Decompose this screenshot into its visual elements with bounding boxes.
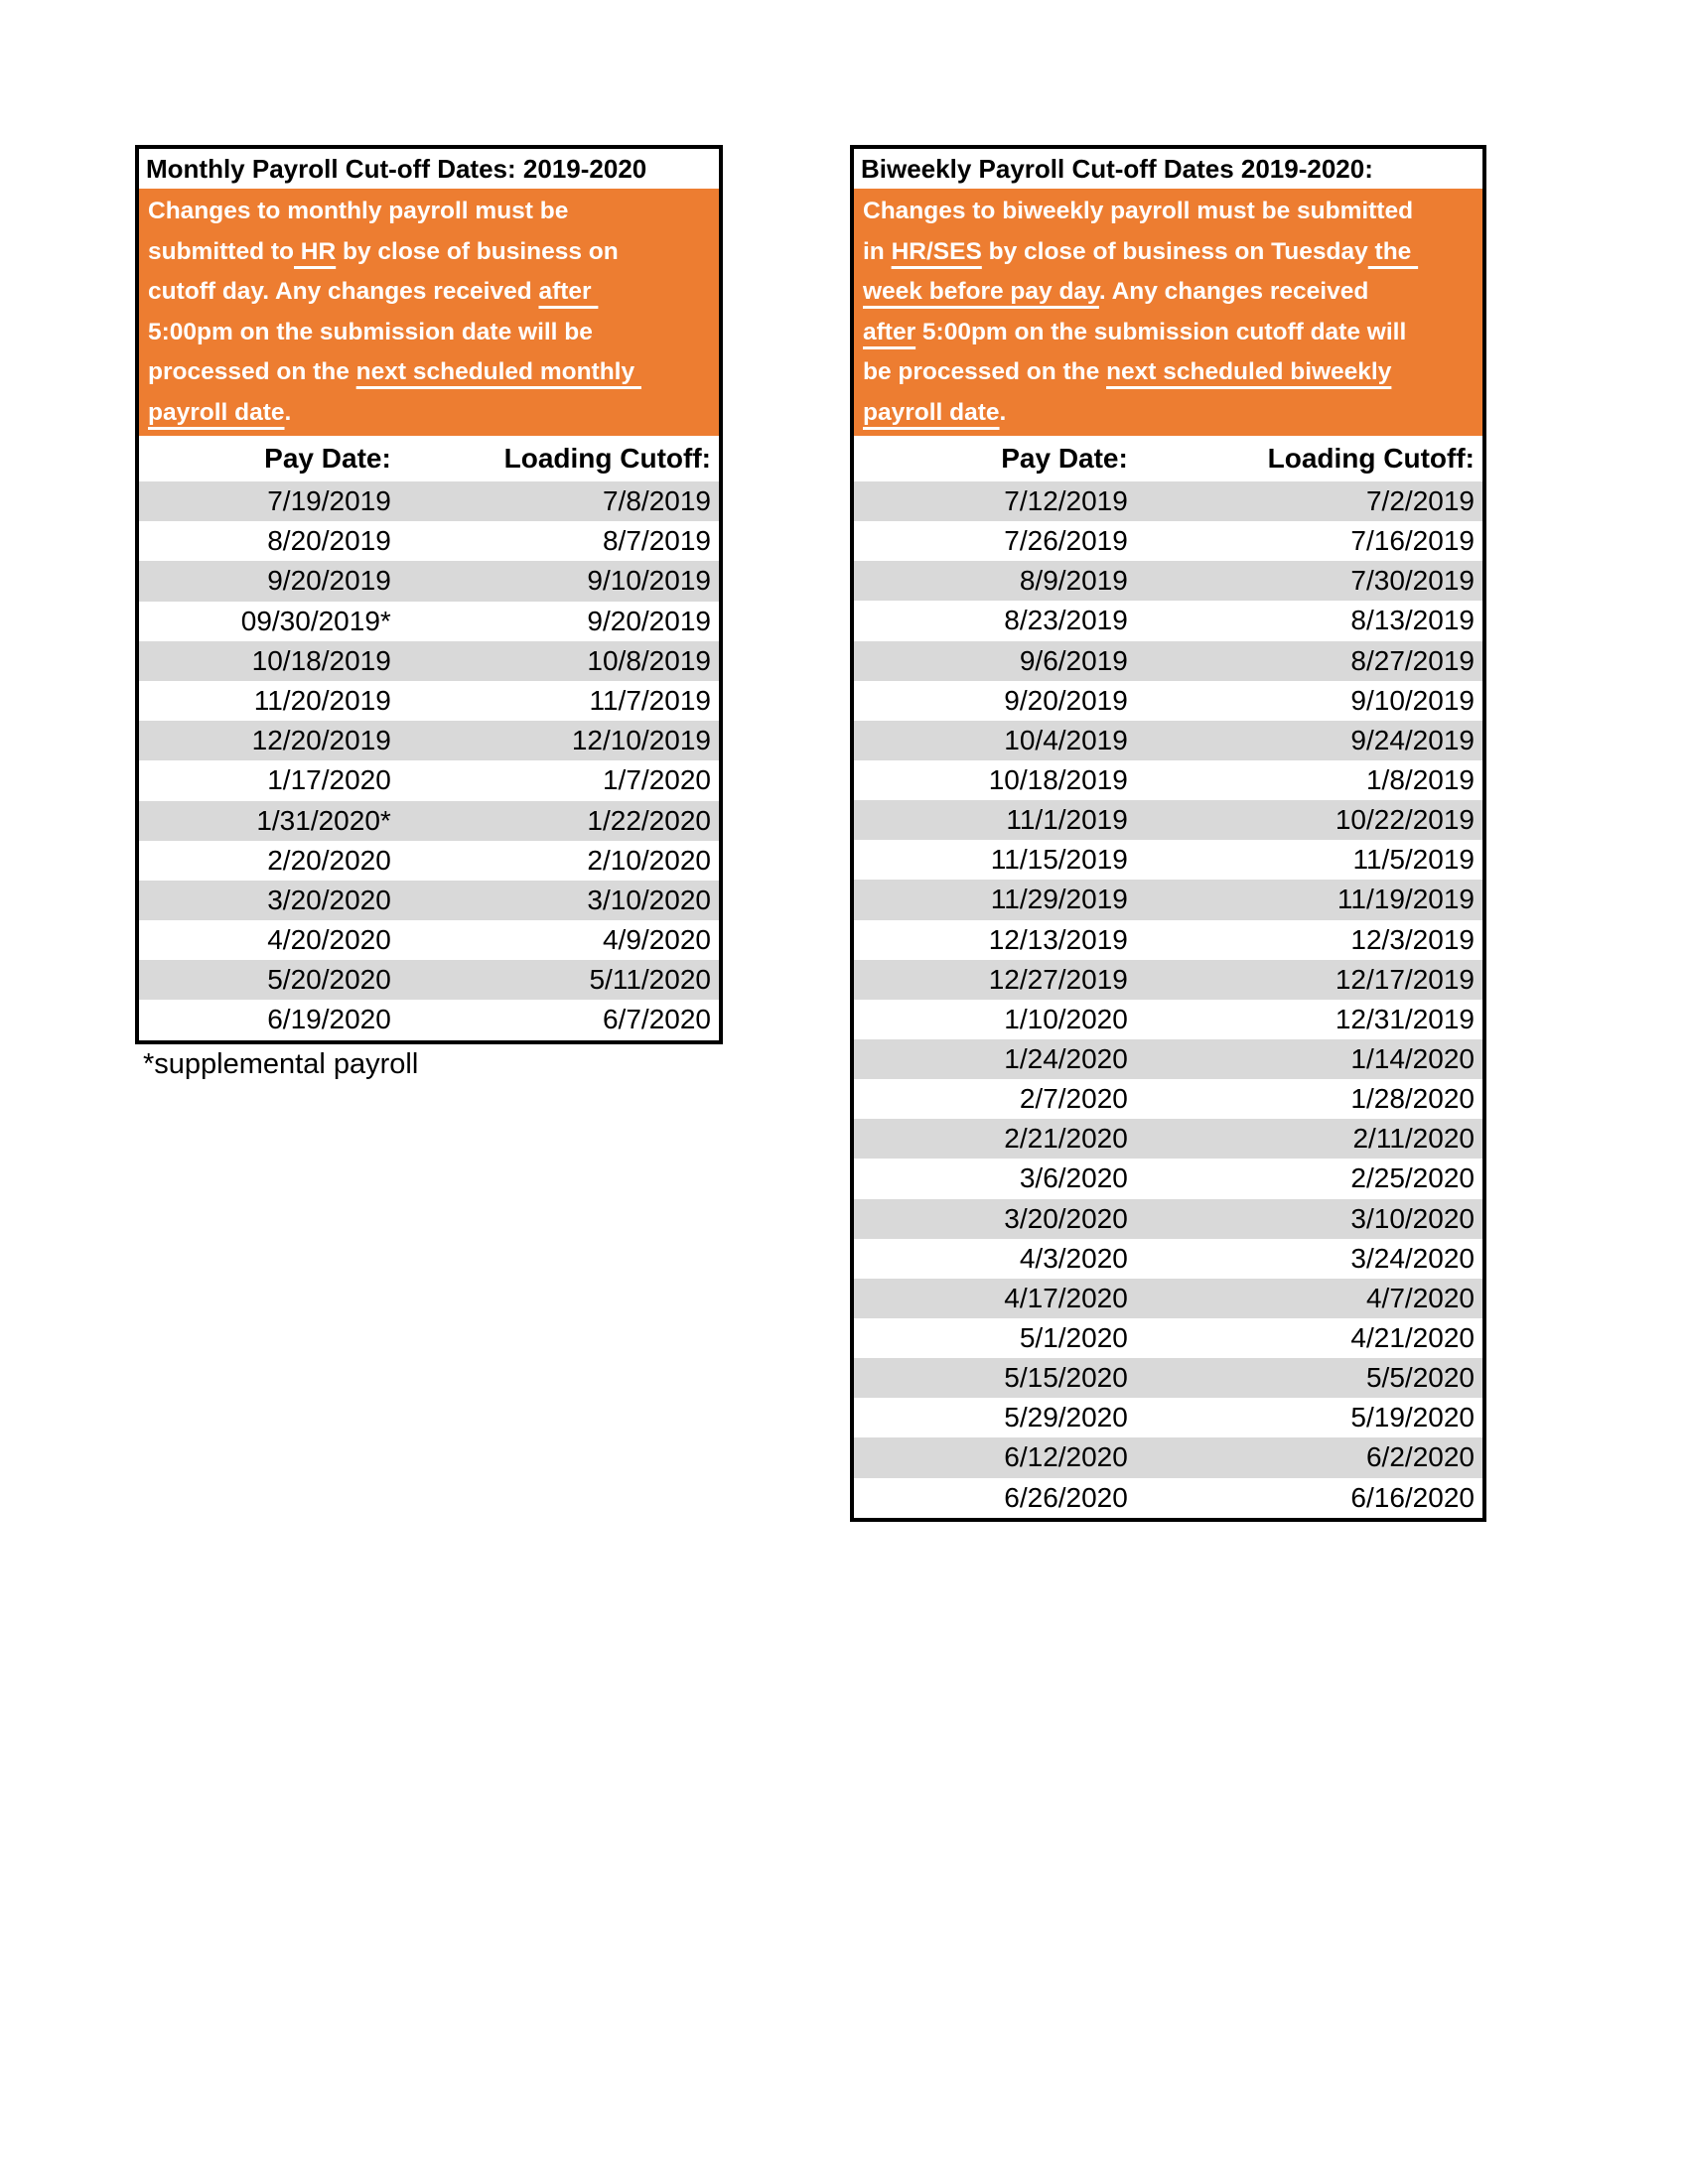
table-row bbox=[139, 561, 719, 601]
table-row bbox=[139, 801, 719, 841]
table-row bbox=[139, 881, 719, 920]
pay-date-cell: 12/20/2019 bbox=[251, 725, 391, 756]
pay-date-cell: 4/17/2020 bbox=[1004, 1282, 1128, 1313]
table-row bbox=[854, 561, 1482, 601]
loading-cutoff-cell: 1/22/2020 bbox=[587, 804, 711, 836]
loading-cutoff-cell: 9/10/2019 bbox=[587, 565, 711, 597]
pay-date-cell: 9/6/2019 bbox=[1019, 644, 1128, 676]
loading-cutoff-cell: 12/10/2019 bbox=[571, 725, 711, 756]
biweekly-column-header-row bbox=[854, 436, 1482, 481]
biweekly-notice-banner bbox=[854, 189, 1482, 436]
pay-date-cell: 10/4/2019 bbox=[1004, 724, 1128, 755]
loading-cutoff-cell: 3/10/2020 bbox=[1350, 1202, 1475, 1234]
table-row bbox=[139, 1000, 719, 1039]
pay-date-cell: 5/20/2020 bbox=[267, 964, 391, 996]
notice-line: payroll date. bbox=[148, 398, 292, 426]
table-row bbox=[854, 840, 1482, 880]
table-row bbox=[854, 641, 1482, 681]
table-row bbox=[854, 521, 1482, 561]
pay-date-cell: 8/23/2019 bbox=[1004, 605, 1128, 636]
loading-cutoff-cell: 1/7/2020 bbox=[602, 764, 711, 796]
table-row bbox=[854, 601, 1482, 640]
pay-date-cell: 8/9/2019 bbox=[1019, 565, 1128, 597]
pay-date-cell: 2/7/2020 bbox=[1019, 1083, 1128, 1115]
loading-cutoff-cell: 9/20/2019 bbox=[587, 605, 711, 636]
loading-cutoff-cell: 9/10/2019 bbox=[1350, 684, 1475, 716]
loading-cutoff-cell: 1/28/2020 bbox=[1350, 1083, 1475, 1115]
supplemental-payroll-footnote: *supplemental payroll bbox=[143, 1048, 419, 1080]
loading-cutoff-cell: 1/14/2020 bbox=[1350, 1042, 1475, 1074]
notice-line: processed on the next scheduled monthly bbox=[148, 358, 641, 385]
table-row bbox=[854, 1079, 1482, 1119]
monthly-notice-banner bbox=[139, 189, 719, 436]
pay-date-cell: 5/1/2020 bbox=[1019, 1321, 1128, 1353]
pay-date-cell: 7/26/2019 bbox=[1004, 525, 1128, 557]
loading-cutoff-cell: 5/5/2020 bbox=[1365, 1362, 1475, 1394]
pay-date-cell: 7/19/2019 bbox=[267, 485, 391, 516]
notice-line: week before pay day. Any changes received bbox=[863, 278, 1369, 305]
table-row bbox=[854, 1039, 1482, 1079]
table-row bbox=[854, 1239, 1482, 1279]
loading-cutoff-cell: 11/5/2019 bbox=[1352, 844, 1475, 876]
table-row bbox=[854, 1437, 1482, 1477]
loading-cutoff-cell: 2/11/2020 bbox=[1352, 1123, 1475, 1155]
table-row bbox=[854, 800, 1482, 840]
notice-line: submitted to HR by close of business on bbox=[148, 237, 619, 265]
biweekly-table-rows bbox=[854, 481, 1482, 1518]
notice-line: Changes to monthly payroll must be bbox=[148, 198, 569, 224]
table-row bbox=[139, 602, 719, 641]
table-row bbox=[854, 920, 1482, 960]
pay-date-cell: 3/20/2020 bbox=[267, 884, 391, 915]
loading-cutoff-cell: 2/10/2020 bbox=[587, 844, 711, 876]
loading-cutoff-cell: 2/25/2020 bbox=[1350, 1162, 1475, 1194]
pay-date-column-header: Pay Date: bbox=[264, 443, 391, 474]
loading-cutoff-cell: 7/16/2019 bbox=[1350, 525, 1475, 557]
loading-cutoff-cell: 6/16/2020 bbox=[1350, 1481, 1475, 1513]
monthly-column-header-row bbox=[139, 436, 719, 481]
pay-date-cell: 11/15/2019 bbox=[990, 844, 1128, 876]
pay-date-cell: 6/12/2020 bbox=[1004, 1441, 1128, 1473]
loading-cutoff-cell: 8/7/2019 bbox=[602, 525, 711, 557]
table-row bbox=[854, 1119, 1482, 1159]
loading-cutoff-cell: 3/24/2020 bbox=[1350, 1242, 1475, 1274]
loading-cutoff-column-header: Loading Cutoff: bbox=[1267, 443, 1475, 474]
table-row bbox=[139, 481, 719, 521]
table-row bbox=[139, 760, 719, 800]
notice-line: Changes to biweekly payroll must be submitted bbox=[863, 198, 1414, 224]
loading-cutoff-cell: 1/8/2019 bbox=[1365, 763, 1475, 795]
pay-date-cell: 6/26/2020 bbox=[1004, 1481, 1128, 1513]
pay-date-cell: 09/30/2019* bbox=[240, 605, 391, 636]
table-row bbox=[854, 1000, 1482, 1039]
table-row bbox=[139, 920, 719, 960]
pay-date-cell: 9/20/2019 bbox=[267, 565, 391, 597]
pay-date-cell: 12/27/2019 bbox=[988, 963, 1128, 995]
pay-date-cell: 5/29/2020 bbox=[1004, 1402, 1128, 1433]
pay-date-cell: 11/1/2019 bbox=[1006, 804, 1128, 836]
loading-cutoff-cell: 12/17/2019 bbox=[1335, 963, 1475, 995]
monthly-table-title: Monthly Payroll Cut-off Dates: 2019-2020 bbox=[139, 149, 719, 189]
table-row bbox=[854, 1398, 1482, 1437]
table-row bbox=[854, 1159, 1482, 1198]
table-row bbox=[854, 760, 1482, 800]
table-row bbox=[854, 681, 1482, 721]
table-row bbox=[139, 641, 719, 681]
pay-date-column-header: Pay Date: bbox=[1001, 443, 1128, 474]
pay-date-cell: 1/31/2020* bbox=[256, 804, 391, 836]
table-row bbox=[854, 960, 1482, 1000]
table-row bbox=[139, 521, 719, 561]
pay-date-cell: 10/18/2019 bbox=[251, 644, 391, 676]
pay-date-cell: 1/10/2020 bbox=[1004, 1003, 1128, 1034]
loading-cutoff-cell: 11/7/2019 bbox=[589, 684, 711, 716]
table-row bbox=[854, 1358, 1482, 1398]
biweekly-payroll-table bbox=[850, 145, 1486, 1522]
table-row bbox=[854, 1318, 1482, 1358]
loading-cutoff-cell: 12/3/2019 bbox=[1350, 923, 1475, 955]
loading-cutoff-cell: 9/24/2019 bbox=[1350, 724, 1475, 755]
table-row bbox=[854, 1478, 1482, 1518]
table-row bbox=[854, 1279, 1482, 1318]
loading-cutoff-cell: 3/10/2020 bbox=[587, 884, 711, 915]
table-row bbox=[139, 841, 719, 881]
loading-cutoff-cell: 4/21/2020 bbox=[1350, 1321, 1475, 1353]
monthly-table-rows bbox=[139, 481, 719, 1040]
pay-date-cell: 11/20/2019 bbox=[253, 684, 391, 716]
loading-cutoff-cell: 10/8/2019 bbox=[587, 644, 711, 676]
table-row bbox=[854, 1199, 1482, 1239]
pay-date-cell: 8/20/2019 bbox=[267, 525, 391, 557]
pay-date-cell: 12/13/2019 bbox=[988, 923, 1128, 955]
pay-date-cell: 7/12/2019 bbox=[1004, 485, 1128, 516]
pay-date-cell: 1/17/2020 bbox=[267, 764, 391, 796]
loading-cutoff-cell: 7/30/2019 bbox=[1350, 565, 1475, 597]
loading-cutoff-cell: 12/31/2019 bbox=[1335, 1003, 1475, 1034]
notice-line: cutoff day. Any changes received after bbox=[148, 278, 599, 305]
notice-line: be processed on the next scheduled biweekly bbox=[863, 358, 1392, 385]
loading-cutoff-cell: 6/2/2020 bbox=[1365, 1441, 1475, 1473]
loading-cutoff-cell: 4/7/2020 bbox=[1365, 1282, 1475, 1313]
pay-date-cell: 4/3/2020 bbox=[1019, 1242, 1128, 1274]
loading-cutoff-cell: 8/13/2019 bbox=[1350, 605, 1475, 636]
table-row bbox=[139, 721, 719, 760]
pay-date-cell: 5/15/2020 bbox=[1004, 1362, 1128, 1394]
pay-date-cell: 6/19/2020 bbox=[267, 1004, 391, 1035]
loading-cutoff-cell: 7/8/2019 bbox=[602, 485, 711, 516]
monthly-payroll-table bbox=[135, 145, 723, 1044]
loading-cutoff-cell: 7/2/2019 bbox=[1365, 485, 1475, 516]
pay-date-cell: 1/24/2020 bbox=[1004, 1042, 1128, 1074]
table-row bbox=[139, 681, 719, 721]
loading-cutoff-cell: 10/22/2019 bbox=[1335, 804, 1475, 836]
table-row bbox=[139, 960, 719, 1000]
loading-cutoff-cell: 4/9/2020 bbox=[602, 924, 711, 956]
loading-cutoff-cell: 5/11/2020 bbox=[589, 964, 711, 996]
table-row bbox=[854, 481, 1482, 521]
pay-date-cell: 3/6/2020 bbox=[1019, 1162, 1128, 1194]
notice-line: payroll date. bbox=[863, 398, 1007, 426]
notice-line: 5:00pm on the submission date will be bbox=[148, 318, 593, 345]
pay-date-cell: 3/20/2020 bbox=[1004, 1202, 1128, 1234]
notice-line: after 5:00pm on the submission cutoff date will bbox=[863, 318, 1407, 345]
loading-cutoff-cell: 6/7/2020 bbox=[602, 1004, 711, 1035]
pay-date-cell: 4/20/2020 bbox=[267, 924, 391, 956]
pay-date-cell: 10/18/2019 bbox=[988, 763, 1128, 795]
biweekly-table-title: Biweekly Payroll Cut-off Dates 2019-2020: bbox=[854, 149, 1482, 189]
loading-cutoff-cell: 5/19/2020 bbox=[1350, 1402, 1475, 1433]
pay-date-cell: 2/21/2020 bbox=[1004, 1123, 1128, 1155]
pay-date-cell: 2/20/2020 bbox=[267, 844, 391, 876]
pay-date-cell: 11/29/2019 bbox=[990, 884, 1128, 915]
loading-cutoff-cell: 11/19/2019 bbox=[1336, 884, 1475, 915]
loading-cutoff-column-header: Loading Cutoff: bbox=[503, 443, 711, 474]
pay-date-cell: 9/20/2019 bbox=[1004, 684, 1128, 716]
table-row bbox=[854, 721, 1482, 760]
notice-line: in HR/SES by close of business on Tuesday the bbox=[863, 237, 1419, 265]
loading-cutoff-cell: 8/27/2019 bbox=[1350, 644, 1475, 676]
table-row bbox=[854, 880, 1482, 919]
